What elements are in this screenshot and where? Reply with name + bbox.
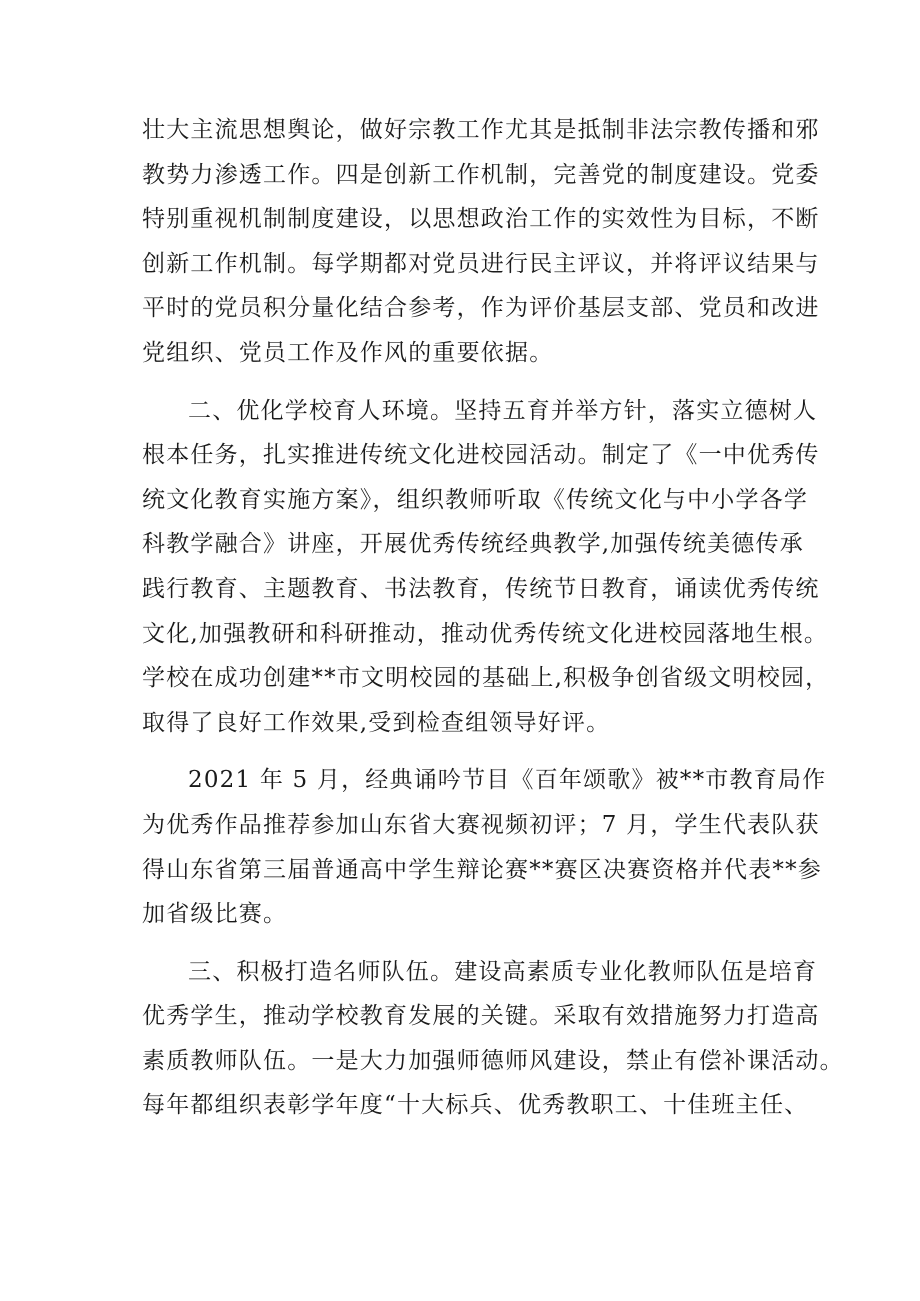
text-line: 学校在成功创建**市文明校园的基础上,积极争创省级文明校园， — [142, 665, 830, 692]
text-line: 为优秀作品推荐参加山东省大赛视频初评；7 月，学生代表队获 — [142, 811, 820, 838]
text-line: 根本任务，扎实推进传统文化进校园活动。制定了《一中优秀传 — [142, 442, 820, 469]
paragraph-gap — [142, 376, 798, 389]
document-body — [142, 108, 844, 1128]
text-line: 平时的党员积分量化结合参考，作为评价基层支部、党员和改进 — [142, 295, 820, 322]
text-line: 三、积极打造名师队伍。建设高素质专业化教师队伍是培育 — [188, 958, 818, 985]
paragraph-gap — [142, 937, 798, 950]
paragraph-2021 — [142, 758, 827, 936]
text-line: 统文化教育实施方案》，组织教师听取《传统文化与中小学各学 — [142, 486, 809, 513]
text-line: 践行教育、主题教育、书法教育，传统节日教育，诵读优秀传统 — [142, 575, 820, 602]
text-line: 2021 年 5 月，经典诵吟节目《百年颂歌》被**市教育局作 — [188, 767, 827, 794]
paragraph-section-two — [142, 389, 830, 746]
text-line: 特别重视机制制度建设，以思想政治工作的实效性为目标，不断 — [142, 206, 820, 233]
text-line: 优秀学生，推动学校教育发展的关键。采取有效措施努力打造高 — [142, 1003, 820, 1030]
text-line: 每年都组织表彰学年度“十大标兵、优秀教职工、十佳班主任、 — [142, 1092, 809, 1119]
text-line: 科教学融合》讲座，开展优秀传统经典教学,加强传统美德传承 — [142, 531, 804, 558]
text-line: 素质教师队伍。一是大力加强师德师风建设，禁止有偿补课活动。 — [142, 1047, 844, 1074]
text-line: 得山东省第三届普通高中学生辩论赛**赛区决赛资格并代表**参 — [142, 856, 822, 883]
text-line: 壮大主流思想舆论，做好宗教工作尤其是抵制非法宗教传播和邪 — [142, 117, 820, 143]
text-line: 教势力渗透工作。四是创新工作机制，完善党的制度建设。党委 — [142, 161, 820, 188]
paragraph-section-three — [142, 950, 844, 1128]
paragraph-gap — [142, 745, 798, 758]
text-line: 创新工作机制。每学期都对党员进行民主评议，并将评议结果与 — [142, 250, 820, 277]
text-line: 取得了良好工作效果,受到检查组领导好评。 — [142, 709, 611, 736]
text-line: 二、优化学校育人环境。坚持五育并举方针，落实立德树人 — [188, 397, 818, 424]
text-line: 党组织、党员工作及作风的重要依据。 — [142, 339, 554, 366]
paragraph-continued — [142, 108, 820, 376]
text-line: 文化,加强教研和科研推动，推动优秀传统文化进校园落地生根。 — [142, 620, 829, 647]
text-line: 加省级比赛。 — [142, 901, 288, 928]
